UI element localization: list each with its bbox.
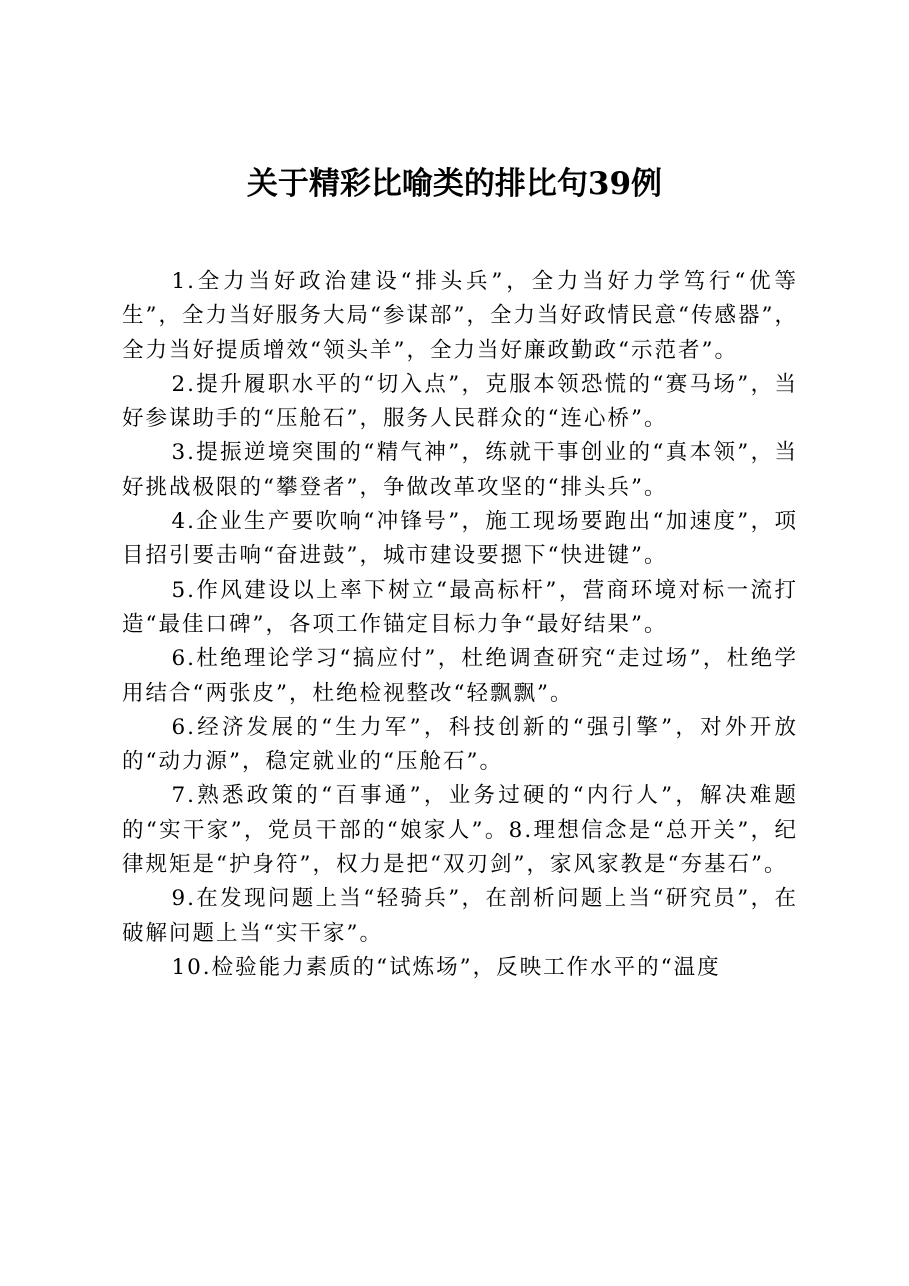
paragraph-1: 1.全力当好政治建设“排头兵”，全力当好力学笃行“优等生”，全力当好服务大局“参谋部”，全力当好政情民意“传感器”，全力当好提质增效“领头羊”，全力当好廉政勤政“示范者”。 (122, 269, 798, 363)
paragraph-2: 2.提升履职水平的“切入点”，克服本领恐慌的“赛马场”，当好参谋助手的“压舱石”，服务人民群众的“连心桥”。 (122, 371, 798, 432)
paragraph-7-8: 7.熟悉政策的“百事通”，业务过硬的“内行人”，解决难题的“实干家”，党员干部的“娘家人”。8.理想信念是“总开关”，纪律规矩是“护身符”，权力是把“双刃剑”，家风家教是“夯基石”。 (122, 783, 798, 878)
paragraph-9: 9.在发现问题上当“轻骑兵”，在剖析问题上当“研究员”，在破解问题上当“实干家”。 (122, 886, 798, 946)
paragraph-10: 10.检验能力素质的“试炼场”，反映工作水平的“温度 (171, 954, 721, 980)
document-body (122, 265, 798, 985)
paragraph-5: 5.作风建设以上率下树立“最高标杆”，营商环境对标一流打造“最佳口碑”，各项工作锚定目标力争“最好结果”。 (122, 577, 798, 637)
paragraph-6b: 6.经济发展的“生力军”，科技创新的“强引擎”，对外开放的“动力源”，稳定就业的“压舱石”。 (122, 714, 798, 775)
paragraph-6a: 6.杜绝理论学习“搞应付”，杜绝调查研究“走过场”，杜绝学用结合“两张皮”，杜绝检视整改“轻飘飘”。 (122, 646, 798, 706)
paragraph-4: 4.企业生产要吹响“冲锋号”，施工现场要跑出“加速度”，项目招引要击响“奋进鼓”，城市建设要摁下“快进键”。 (122, 509, 798, 569)
document-title: 关于精彩比喻类的排比句39例 (246, 166, 663, 202)
paragraph-3: 3.提振逆境突围的“精气神”，练就干事创业的“真本领”，当好挑战极限的“攀登者”，争做改革攻坚的“排头兵”。 (122, 440, 798, 500)
